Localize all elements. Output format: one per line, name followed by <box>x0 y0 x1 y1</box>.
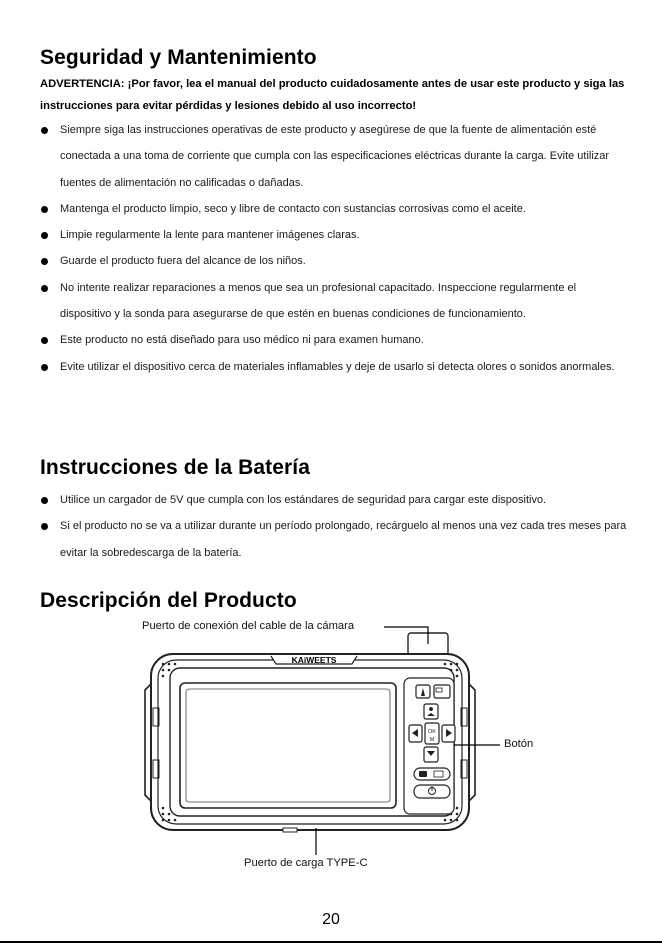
svg-text:M: M <box>429 737 435 743</box>
brand-logo: KAiWEETS <box>291 655 337 665</box>
label-button: Botón <box>504 738 534 750</box>
battery-title: Instrucciones de la Batería <box>40 456 310 479</box>
svg-text:OK: OK <box>428 729 436 735</box>
warning-text: ADVERTENCIA: ¡Por favor, lea el manual del producto cuidadosamente antes de usar este producto y siga las instrucciones para evitar pérdidas y lesiones debido al uso incorrecto! <box>40 78 625 112</box>
list-item: No intente realizar reparaciones a menos que sea un profesional capacitado. Inspeccione regularmente el dispositivo y la sonda para asegurarse de que estén en buenas condiciones de funcionamiento. <box>40 275 630 328</box>
product-title: Descripción del Producto <box>40 589 297 612</box>
list-item: Utilice un cargador de 5V que cumpla con los estándares de seguridad para cargar este dispositivo. <box>40 487 630 513</box>
label-charge-port: Puerto de carga TYPE-C <box>244 857 368 869</box>
list-item: Guarde el producto fuera del alcance de los niños. <box>40 248 630 274</box>
page-number: 20 <box>322 911 340 928</box>
list-item: Siempre siga las instrucciones operativas de este producto y asegúrese de que la fuente de alimentación esté conectada a una toma de corriente que cumpla con las especificaciones eléctricas durante la carga. Evite utilizar fuentes de alimentación no calificadas o dañadas. <box>40 117 630 196</box>
camera-icon <box>419 771 427 777</box>
label-camera-port: Puerto de conexión del cable de la cámara <box>142 620 355 632</box>
footer-rule <box>0 941 662 943</box>
safety-title: Seguridad y Mantenimiento <box>40 46 317 69</box>
list-item: Si el producto no se va a utilizar durante un período prolongado, recárguelo al menos una vez cada tres meses para evitar la sobredescarga de la batería. <box>40 513 630 566</box>
up-button[interactable] <box>424 704 438 719</box>
list-item: Mantenga el producto limpio, seco y libre de contacto con sustancias corrosivas como el aceite. <box>40 196 630 222</box>
list-item: Este producto no está diseñado para uso médico ni para examen humano. <box>40 327 630 353</box>
typec-port <box>283 828 297 832</box>
display-screen <box>180 683 396 808</box>
list-item: Evite utilizar el dispositivo cerca de materiales inflamables y deje de usarlo si detecta olores o sonidos anormales. <box>40 354 630 380</box>
list-item: Limpie regularmente la lente para mantener imágenes claras. <box>40 222 630 248</box>
